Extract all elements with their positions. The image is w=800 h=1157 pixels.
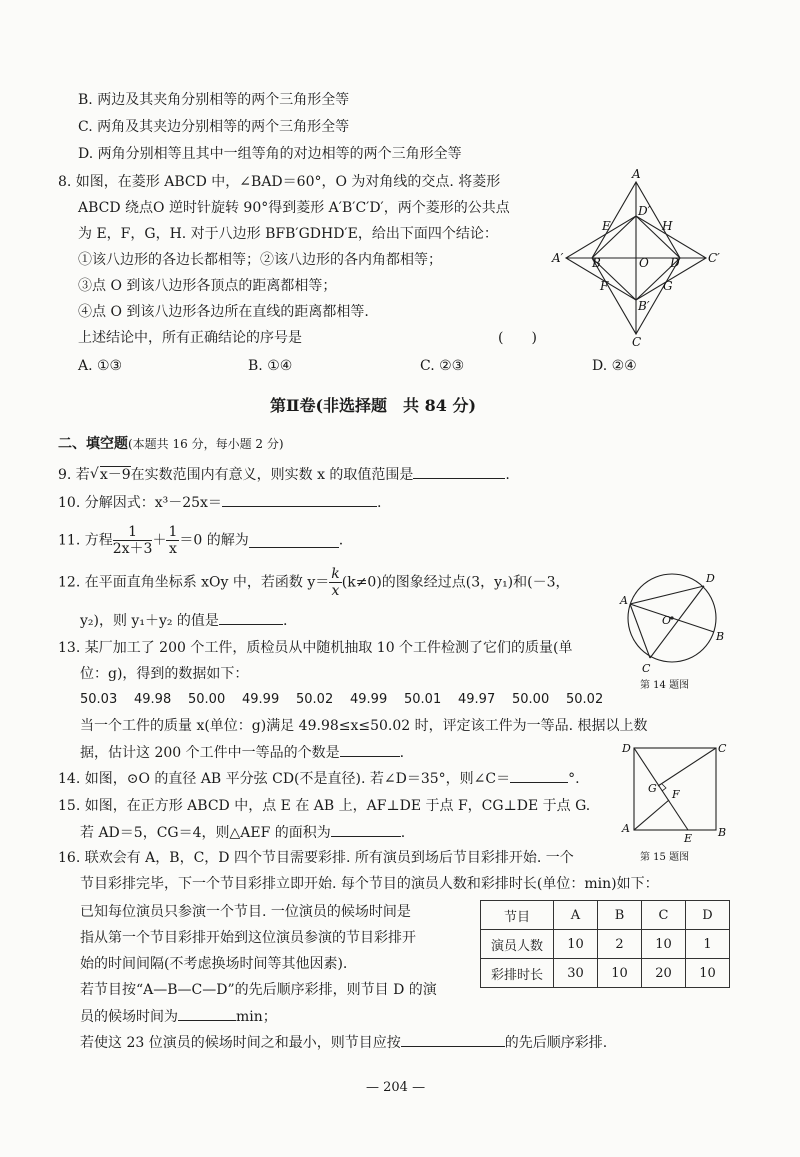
q8-option-a: A. ①③ <box>78 358 123 374</box>
q13-data-value: 50.02 <box>296 692 334 707</box>
fig15-label-G: G <box>648 782 657 795</box>
label-C1: C′ <box>708 251 720 265</box>
table-cell: 20 <box>642 959 686 988</box>
q11-fraction-2 <box>166 524 179 557</box>
q8-line6: ④点 O 到该八边形各边所在直线的距离都相等. <box>78 304 369 320</box>
q16-line3: 已知每位演员只参演一个节目. 一位演员的候场时间是 <box>80 904 411 920</box>
q13-line4 <box>80 742 404 763</box>
table-cell: 10 <box>642 930 686 959</box>
table-cell: 10 <box>554 930 598 959</box>
fig15-label-B: B <box>718 826 727 839</box>
table-header-cell: B <box>598 901 642 930</box>
q13-data-value: 50.03 <box>80 692 118 707</box>
q11-answer-blank[interactable] <box>249 533 339 548</box>
fig14-label-D: D <box>706 572 715 585</box>
table-cell: 演员人数 <box>481 930 554 959</box>
q10-answer-blank[interactable] <box>222 492 377 507</box>
q15-line2 <box>80 822 405 843</box>
q15-answer-blank[interactable] <box>331 822 401 837</box>
q16-line8-pre: 若使这 23 位演员的候场时间之和最小，则节目应按 <box>80 1035 401 1051</box>
q8-rhombus-figure <box>550 167 730 349</box>
fig15-label-A: A <box>622 822 630 835</box>
q8-line1: 8. 如图，在菱形 ABCD 中，∠BAD＝60°，O 为对角线的交点. 将菱形 <box>58 174 501 190</box>
q14-answer-blank[interactable] <box>510 768 568 783</box>
label-B: B <box>592 256 601 270</box>
table-header-cell: 节目 <box>481 901 554 930</box>
fig15-label-C: C <box>718 742 727 755</box>
label-A1: A′ <box>552 251 564 265</box>
q9-radicand: x－9 <box>99 467 131 483</box>
q14-end: °. <box>568 771 580 787</box>
fig15-square-figure <box>618 740 728 864</box>
q7-option-c: C. 两角及其夹边分别相等的两个三角形全等 <box>78 119 350 135</box>
q16-line4: 指从第一个节目彩排开始到这位演员参演的节目彩排开 <box>80 930 416 946</box>
q14 <box>58 768 580 789</box>
q15-line2-text: 若 AD＝5，CG＝4，则△AEF 的面积为 <box>80 825 331 841</box>
q10 <box>58 492 381 513</box>
q9-answer-blank[interactable] <box>413 464 505 479</box>
fig14-label-O: O <box>662 614 672 627</box>
q12-post: (k≠0)的图象经过点(3，y₁)和(－3， <box>341 574 570 591</box>
section-heading <box>58 434 284 454</box>
table-cell: 10 <box>598 959 642 988</box>
label-B1: B′ <box>638 299 650 313</box>
q13-data-row <box>80 690 620 710</box>
label-F: F <box>600 279 609 293</box>
q13-data-value: 50.00 <box>512 692 550 707</box>
q10-end: . <box>376 495 382 511</box>
q16-line2: 节目彩排完毕，下一个节目彩排立即开始. 每个节目的演员人数和彩排时长(单位：min)如下： <box>80 876 659 892</box>
q16-line8 <box>80 1032 607 1053</box>
q12-end: . <box>282 613 288 629</box>
q11-f2-den: x <box>168 541 177 557</box>
q13-data-value: 50.01 <box>404 692 442 707</box>
table-header-row <box>481 901 730 930</box>
q8-line2: ABCD 绕点O 逆时针旋转 90°得到菱形 A′B′C′D′，两个菱形的公共点 <box>78 200 510 216</box>
q11-f2-num: 1 <box>168 524 178 540</box>
q15-end: . <box>400 825 406 841</box>
fig15-label-F: F <box>672 788 680 801</box>
q16-line1: 16. 联欢会有 A，B，C，D 四个节目需要彩排. 所有演员到场后节目彩排开始. 一个 <box>58 850 574 866</box>
q13-line2: 位：g)，得到的数据如下： <box>80 666 249 682</box>
q11-post: ＝0 的解为 <box>179 532 249 549</box>
fig14-label-C: C <box>642 662 651 675</box>
fig14-label-B: B <box>716 630 725 643</box>
page-number: — 204 — <box>366 1080 426 1095</box>
q13-end: . <box>399 745 405 761</box>
q15-line1: 15. 如图，在正方形 ABCD 中，点 E 在 AB 上，AF⊥DE 于点 F，CG⊥DE 于点 G. <box>58 798 591 814</box>
q8-line4: ①该八边形的各边长都相等；②该八边形的各内角都相等； <box>78 252 442 268</box>
label-G: G <box>663 279 673 293</box>
q13-data-value: 49.97 <box>458 692 496 707</box>
q11-fraction-1 <box>113 524 153 557</box>
q12-pre: 12. 在平面直角坐标系 xOy 中，若函数 y＝ <box>58 574 330 591</box>
q13-line1: 13. 某厂加工了 200 个工件，质检员从中随机抽取 10 个工件检测了它们的质量(单 <box>58 640 573 656</box>
q8-option-c: C. ②③ <box>420 358 465 374</box>
label-H: H <box>662 219 673 233</box>
table-cell: 30 <box>554 959 598 988</box>
fig15-label-E: E <box>684 832 693 845</box>
fig14-caption: 第 14 题图 <box>640 680 690 691</box>
q13-line4-text: 据，估计这 200 个工件中一等品的个数是 <box>80 745 340 761</box>
table-header-cell: A <box>554 901 598 930</box>
fig15-caption: 第 15 题图 <box>640 852 690 863</box>
q8-option-b: B. ①④ <box>248 358 293 374</box>
q13-data-value: 50.02 <box>566 692 604 707</box>
q13-data-value: 49.99 <box>350 692 388 707</box>
segment-de <box>634 748 688 830</box>
q7-option-d: D. 两角分别相等且其中一组等角的对边相等的两个三角形全等 <box>78 146 462 162</box>
q8-line3: 为 E，F，G，H. 对于八边形 BFB′GDHD′E，给出下面四个结论： <box>78 226 498 242</box>
part2-title: 第Ⅱ卷(非选择题 共 84 分) <box>270 396 477 415</box>
table-row <box>481 930 730 959</box>
q8-line5: ③点 O 到该八边形各顶点的距离都相等； <box>78 278 337 294</box>
section-title: 二、填空题 <box>58 436 128 452</box>
q14-text: 14. 如图，⊙O 的直径 AB 平分弦 CD(不是直径). 若∠D＝35°，则∠C＝ <box>58 771 511 787</box>
q12-line1 <box>58 566 570 602</box>
fig14-circle-figure <box>618 566 728 692</box>
fig15-label-D: D <box>622 742 631 755</box>
q7-option-b: B. 两边及其夹角分别相等的两个三角形全等 <box>78 92 350 108</box>
q16-rehearsal-table <box>480 900 730 988</box>
q12-line2-text: y₂)，则 y₁＋y₂ 的值是 <box>80 613 219 629</box>
table-row <box>481 959 730 988</box>
label-D: D <box>670 256 680 270</box>
q8-option-d: D. ②④ <box>592 358 637 374</box>
q16-line7-post: min； <box>236 1009 277 1025</box>
table-cell: 2 <box>598 930 642 959</box>
q11-f1-num: 1 <box>113 524 153 541</box>
q9-sqrt: √ x－9 <box>89 466 131 483</box>
table-cell: 10 <box>686 959 730 988</box>
label-D1: D′ <box>638 204 651 218</box>
q9-end: . <box>505 467 510 483</box>
q13-data-value: 50.00 <box>188 692 226 707</box>
q11 <box>58 524 343 560</box>
q11-pre: 11. 方程 <box>58 532 113 549</box>
q11-plus: ＋ <box>152 532 167 549</box>
q16-line7 <box>80 1006 277 1027</box>
label-A: A <box>632 167 641 181</box>
section-note: (本题共 16 分，每小题 2 分) <box>128 437 284 451</box>
label-E: E <box>602 219 611 233</box>
q11-f1-den: 2x＋3 <box>112 541 153 557</box>
q12-fraction <box>329 566 341 599</box>
table-cell: 彩排时长 <box>481 959 554 988</box>
q9-post: 在实数范围内有意义，则实数 x 的取值范围是 <box>130 467 414 483</box>
q13-data-value: 49.98 <box>134 692 172 707</box>
q16-answer-blank-1[interactable] <box>178 1006 236 1021</box>
fig14-label-A: A <box>620 594 628 607</box>
table-header-cell: C <box>642 901 686 930</box>
table-header-cell: D <box>686 901 730 930</box>
q16-line7-pre: 员的候场时间为 <box>80 1009 178 1025</box>
table-cell: 1 <box>686 930 730 959</box>
q16-answer-blank-2[interactable] <box>401 1032 505 1047</box>
q13-data-value: 49.99 <box>242 692 280 707</box>
q8-line7: 上述结论中，所有正确结论的序号是 <box>78 330 302 346</box>
q13-line3: 当一个工件的质量 x(单位：g)满足 49.98≤x≤50.02 时，评定该工件为一等品. 根据以上数 <box>80 718 648 734</box>
q16-line8-post: 的先后顺序彩排. <box>504 1035 608 1051</box>
q8-answer-paren: ( ) <box>498 330 537 346</box>
segment-cg <box>658 748 716 786</box>
q10-text: 10. 分解因式：x³－25x＝ <box>58 495 222 511</box>
q9-pre: 9. 若 <box>58 467 90 483</box>
q12-frac-den: x <box>331 583 340 599</box>
label-C: C <box>632 335 642 349</box>
q11-end: . <box>338 532 344 549</box>
q12-answer-blank[interactable] <box>219 610 283 625</box>
q16-line5: 始的时间间隔(不考虑换场时间等其他因素). <box>80 956 348 972</box>
segment-af <box>634 800 669 830</box>
q9 <box>58 464 510 485</box>
q13-answer-blank[interactable] <box>340 742 400 757</box>
label-O: O <box>639 256 649 270</box>
q12-frac-num: k <box>331 566 340 582</box>
q12-line2 <box>80 610 287 631</box>
q16-line6: 若节目按“A—B—C—D”的先后顺序彩排，则节目 D 的演 <box>80 982 437 998</box>
